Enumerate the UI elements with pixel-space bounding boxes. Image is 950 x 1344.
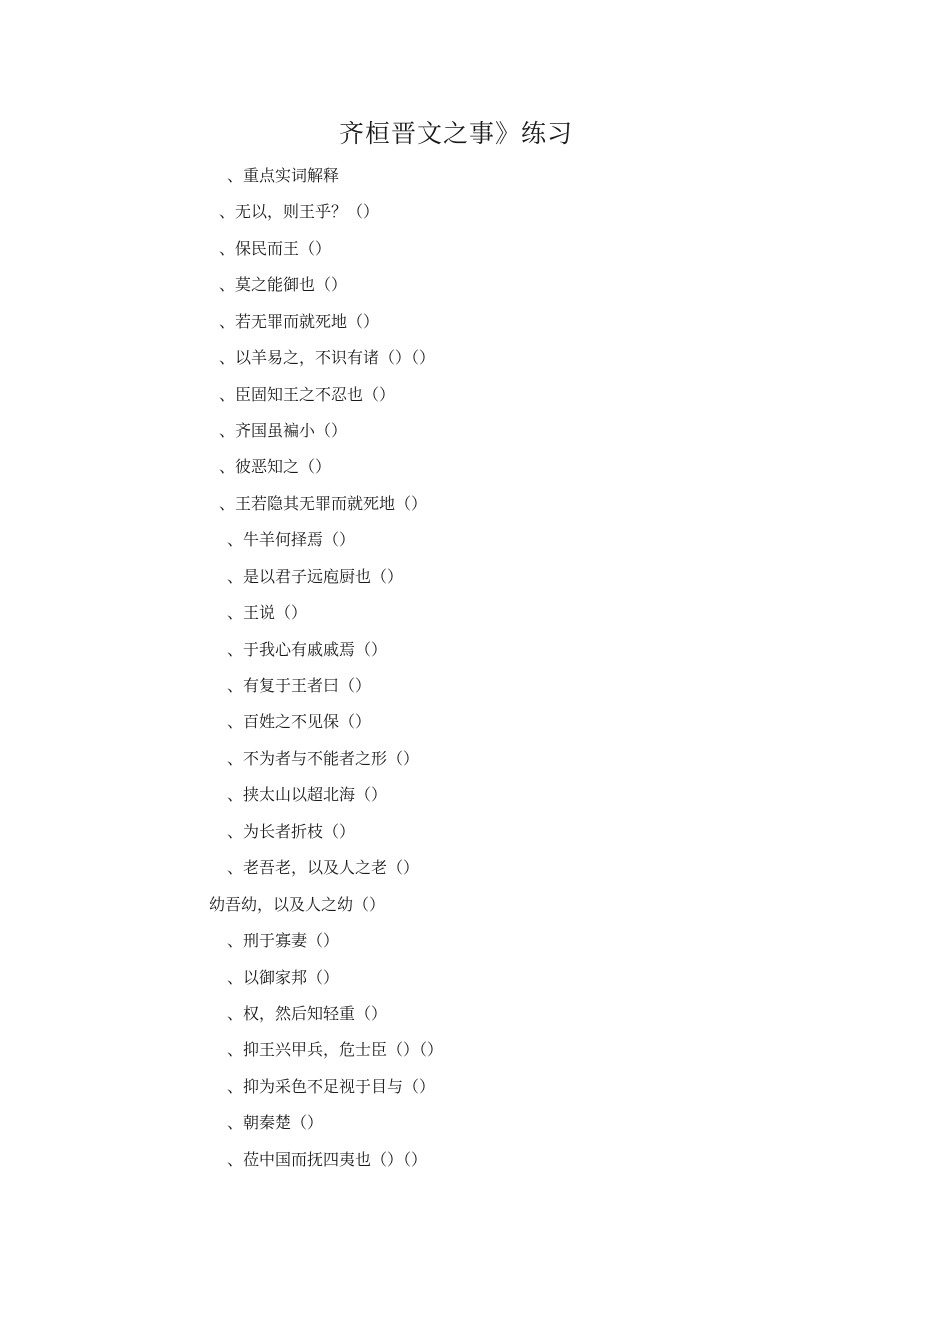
list-item: 、挟太山以超北海（）	[227, 785, 388, 804]
list-item: 、有复于王者曰（）	[227, 676, 372, 695]
list-item: 、老吾老，以及人之老（）	[227, 858, 420, 877]
list-item: 、王若隐其无罪而就死地（）	[219, 494, 428, 513]
list-item: 幼吾幼，以及人之幼（）	[209, 895, 386, 914]
list-item: 、是以君子远庖厨也（）	[227, 567, 404, 586]
list-item: 、百姓之不见保（）	[227, 712, 372, 731]
list-item: 、保民而王（）	[219, 239, 332, 258]
list-item: 、无以，则王乎？（）	[219, 202, 380, 221]
list-item: 、不为者与不能者之形（）	[227, 749, 420, 768]
list-item: 、朝秦楚（）	[227, 1113, 324, 1132]
list-item: 、莅中国而抚四夷也（）（）	[227, 1150, 428, 1169]
list-item: 、以羊易之，不识有诸（）（）	[219, 348, 436, 367]
list-item: 、抑王兴甲兵，危士臣（）（）	[227, 1040, 444, 1059]
list-item: 、权，然后知轻重（）	[227, 1004, 388, 1023]
list-item: 、以御家邦（）	[227, 968, 340, 987]
list-item: 、刑于寡妻（）	[227, 931, 340, 950]
list-item: 、王说（）	[227, 603, 308, 622]
list-item: 、抑为采色不足视于目与（）	[227, 1077, 436, 1096]
list-item: 、牛羊何择焉（）	[227, 530, 356, 549]
list-item: 、彼恶知之（）	[219, 457, 332, 476]
list-item: 、若无罪而就死地（）	[219, 312, 380, 331]
page-title: 齐桓晋文之事》练习	[338, 119, 573, 148]
list-item: 、莫之能御也（）	[219, 275, 348, 294]
list-item: 、臣固知王之不忍也（）	[219, 385, 396, 404]
section-heading: 、重点实词解释	[227, 166, 340, 185]
list-item: 、齐国虽褊小（）	[219, 421, 348, 440]
list-item: 、于我心有戚戚焉（）	[227, 640, 388, 659]
list-item: 、为长者折枝（）	[227, 822, 356, 841]
